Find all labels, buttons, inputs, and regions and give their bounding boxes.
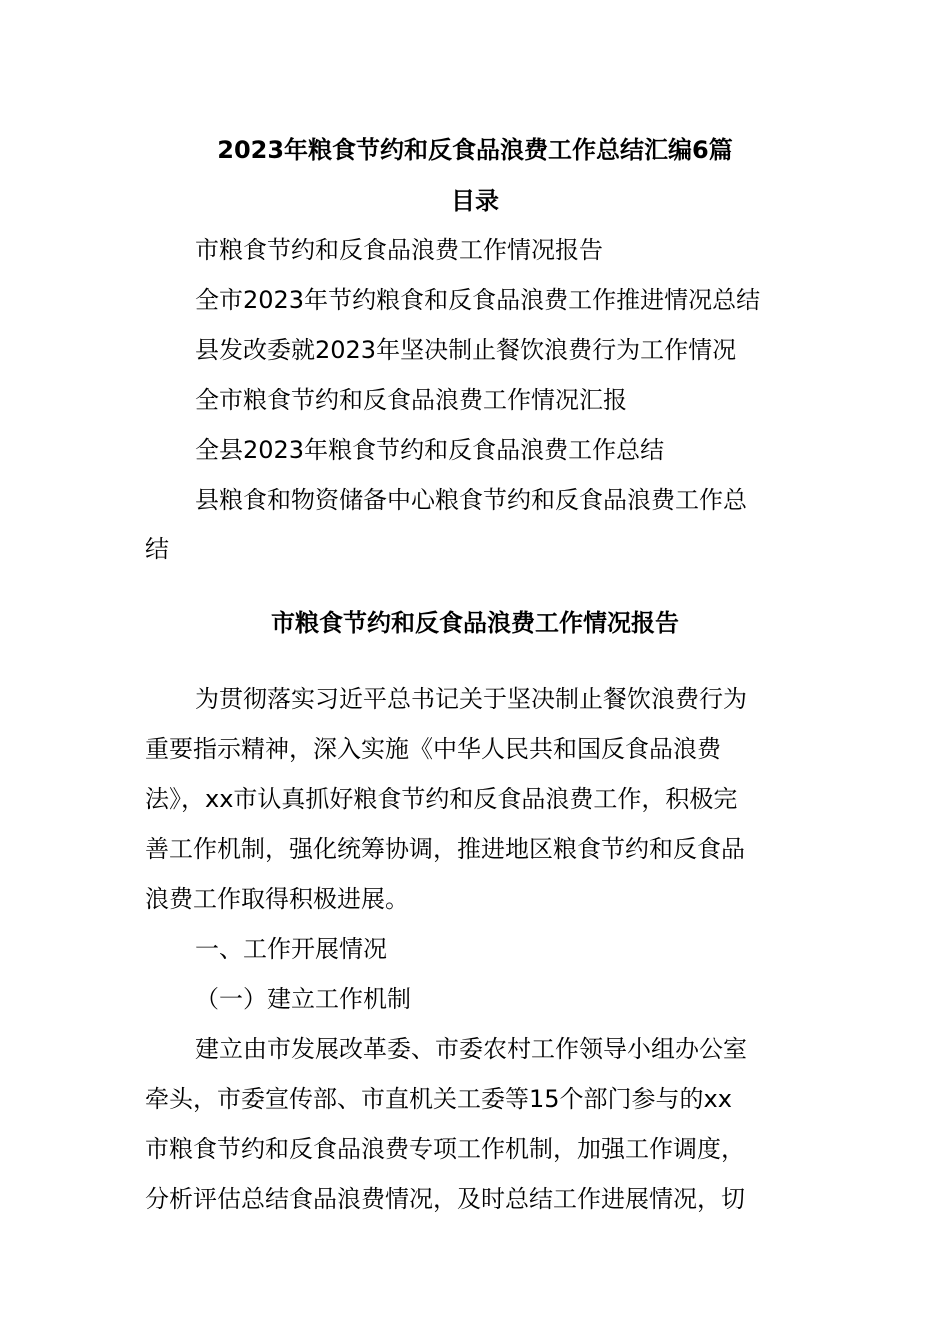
- section-title: 市粮食节约和反食品浪费工作情况报告: [271, 609, 679, 637]
- toc-item: 县粮食和物资储备中心粮食节约和反食品浪费工作总: [195, 486, 747, 514]
- toc-heading: 目录: [451, 187, 499, 215]
- document-title: 2023年粮食节约和反食品浪费工作总结汇编6篇: [217, 136, 733, 164]
- toc-item: 全市粮食节约和反食品浪费工作情况汇报: [195, 386, 627, 414]
- paragraph-line: 分析评估总结食品浪费情况，及时总结工作进展情况，切: [145, 1185, 745, 1213]
- toc-item-continuation: 结: [145, 535, 169, 563]
- heading-level-1: 一、工作开展情况: [195, 935, 387, 963]
- paragraph-line: 牵头，市委宣传部、市直机关工委等15个部门参与的xx: [145, 1085, 732, 1113]
- paragraph-line: 为贯彻落实习近平总书记关于坚决制止餐饮浪费行为: [195, 685, 747, 713]
- toc-item: 全县2023年粮食节约和反食品浪费工作总结: [195, 436, 665, 464]
- paragraph-line: 市粮食节约和反食品浪费专项工作机制，加强工作调度，: [145, 1135, 745, 1163]
- paragraph-line: 善工作机制，强化统筹协调，推进地区粮食节约和反食品: [145, 835, 745, 863]
- heading-level-2: （一）建立工作机制: [195, 985, 411, 1013]
- paragraph-line: 重要指示精神，深入实施《中华人民共和国反食品浪费: [145, 735, 721, 763]
- paragraph-line: 法》，xx市认真抓好粮食节约和反食品浪费工作，积极完: [145, 785, 738, 813]
- paragraph-line: 浪费工作取得积极进展。: [145, 885, 409, 913]
- toc-item: 市粮食节约和反食品浪费工作情况报告: [195, 236, 603, 264]
- toc-item: 全市2023年节约粮食和反食品浪费工作推进情况总结: [195, 286, 761, 314]
- paragraph-line: 建立由市发展改革委、市委农村工作领导小组办公室: [195, 1035, 747, 1063]
- toc-item: 县发改委就2023年坚决制止餐饮浪费行为工作情况: [195, 336, 737, 364]
